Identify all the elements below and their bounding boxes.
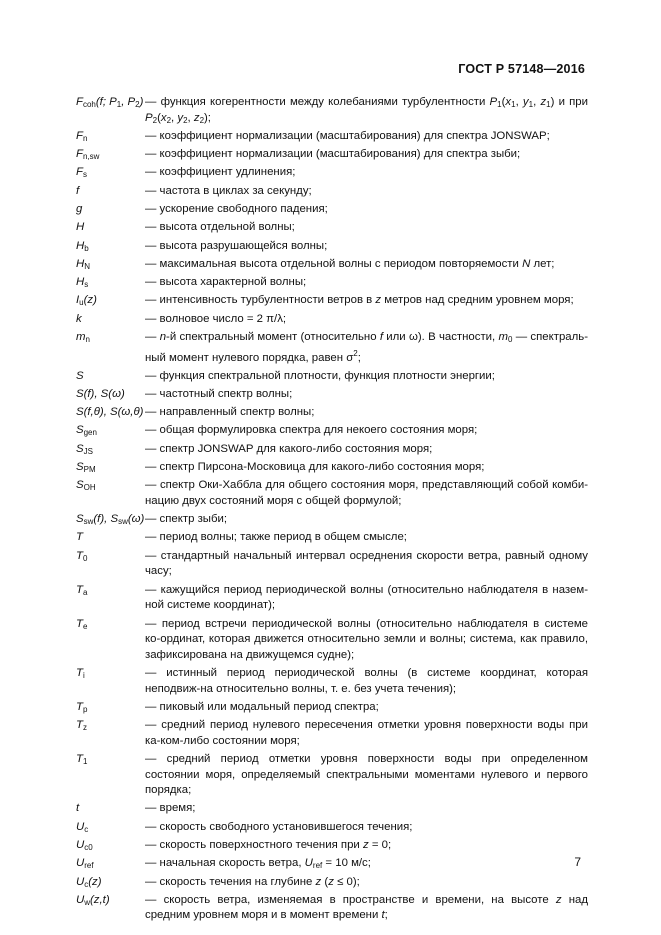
symbol: $I_u(z)$ bbox=[76, 294, 97, 308]
description: — спектр зыби; bbox=[145, 513, 228, 526]
description: — интенсивность турбулентности ветров в z метров над средним уровнем моря; bbox=[145, 294, 574, 307]
symbol: $T_i$ bbox=[76, 666, 85, 680]
symbol: $U_c(z)$ bbox=[76, 875, 102, 889]
definition-row bbox=[76, 220, 588, 236]
symbol: $U_{c0}$ bbox=[76, 839, 93, 853]
document-header: ГОСТ Р 57148—2016 bbox=[458, 62, 585, 76]
definition-row bbox=[76, 330, 588, 366]
description: — стандартный начальный интервал осреднения скорости ветра, равный одному часу; bbox=[145, 549, 588, 578]
description: — высота отдельной волны; bbox=[145, 221, 295, 234]
definition-row bbox=[76, 820, 588, 836]
description: — период встречи периодической волны (относительно наблюдателя в системе ко-ординат, которая движется относительно земли и волны; система, как правило, зафиксирована на движущемся судне); bbox=[145, 617, 588, 661]
symbol: $U_w(z,t)$ bbox=[76, 893, 110, 907]
page-number: 7 bbox=[574, 855, 581, 869]
definition-row bbox=[76, 387, 588, 403]
description: — высота характерной волны; bbox=[145, 276, 307, 289]
description: — скорость ветра, изменяемая в пространстве и времени, на высоте z над средним уровнем моря и в момент времени t; bbox=[145, 893, 588, 922]
symbol: $T_p$ bbox=[76, 700, 88, 714]
definition-row bbox=[76, 856, 588, 872]
definition-row bbox=[76, 312, 588, 328]
definition-row bbox=[76, 801, 588, 817]
symbol: T bbox=[76, 531, 83, 544]
description: — скорость течения на глубине z (z ≤ 0); bbox=[145, 875, 360, 888]
symbol: $H_N$ bbox=[76, 257, 91, 271]
description: — начальная скорость ветра, $U_{ref} = 10$ м/с; bbox=[145, 857, 371, 871]
description: — направленный спектр волны; bbox=[145, 406, 315, 419]
description: — пиковый или модальный период спектра; bbox=[145, 700, 379, 713]
symbol: $T_e$ bbox=[76, 617, 88, 631]
description: — коэффициент удлинения; bbox=[145, 166, 296, 179]
symbol: $F_n$ bbox=[76, 129, 88, 143]
definition-row bbox=[76, 95, 588, 126]
description: — период волны; также период в общем смысле; bbox=[145, 531, 407, 544]
symbol: $S_{PM}$ bbox=[76, 461, 96, 475]
description: — высота разрушающейся волны; bbox=[145, 239, 328, 252]
symbol: $U_c$ bbox=[76, 820, 89, 834]
description: — скорость поверхностного течения при z = 0; bbox=[145, 839, 392, 852]
definition-row bbox=[76, 369, 588, 385]
symbol: S(f), S(ω) bbox=[76, 387, 125, 400]
symbol: $U_{ref}$ bbox=[76, 857, 94, 871]
definition-row bbox=[76, 442, 588, 458]
description: — средний период нулевого пересечения отметки уровня поверхности воды при ка-ком-либо состоянии моря; bbox=[145, 719, 588, 747]
symbol: $T_a$ bbox=[76, 583, 88, 597]
description: — средний период отметки уровня поверхности воды при определенном состоянии моря, определяемый спектральными моментами нулевого и первого порядка; bbox=[145, 753, 588, 797]
description: — общая формулировка спектра для некоего состояния моря; bbox=[145, 424, 478, 437]
description: — волновое число = 2 π/λ; bbox=[145, 312, 287, 325]
symbol: $m_n$ bbox=[76, 330, 90, 344]
definition-row bbox=[76, 530, 588, 546]
definition-row bbox=[76, 405, 588, 421]
definition-row bbox=[76, 257, 588, 273]
description: — ускорение свободного падения; bbox=[145, 203, 328, 215]
symbol: $T_1$ bbox=[76, 753, 88, 767]
definition-row bbox=[76, 202, 588, 218]
definitions-list bbox=[76, 95, 588, 927]
description: — спектр JONSWAP для какого-либо состояния моря; bbox=[145, 442, 433, 455]
definition-row bbox=[76, 752, 588, 799]
symbol: S(f,θ), S(ω,θ) bbox=[76, 406, 144, 419]
symbol: $T_z$ bbox=[76, 719, 87, 733]
definition-row bbox=[76, 875, 588, 891]
description: — частота в циклах за секунду; bbox=[145, 184, 312, 197]
description: — спектр Оки-Хаббла для общего состояния моря, представляющий собой комби-нацию двух состояний моря с общей формулой; bbox=[145, 479, 588, 507]
definition-row bbox=[76, 893, 588, 924]
definition-row bbox=[76, 838, 588, 854]
symbol: $F_{n,sw}$ bbox=[76, 148, 100, 162]
definition-row bbox=[76, 239, 588, 255]
definition-row bbox=[76, 718, 588, 749]
definition-row bbox=[76, 666, 588, 697]
symbol: $H_s$ bbox=[76, 276, 89, 290]
definition-row bbox=[76, 478, 588, 509]
description: — спектр Пирсона-Московица для какого-либо состояния моря; bbox=[145, 461, 485, 474]
symbol: H bbox=[76, 221, 85, 234]
definition-row bbox=[76, 293, 588, 309]
symbol: $S_{sw}(f)$, $S_{sw}(\omega)$ bbox=[76, 513, 145, 527]
definition-row bbox=[76, 275, 588, 291]
description: — скорость свободного установившегося течения; bbox=[145, 820, 413, 833]
description: — максимальная высота отдельной волны с периодом повторяемости N лет; bbox=[145, 257, 555, 270]
description: — коэффициент нормализации (масштабирования) для спектра зыби; bbox=[145, 148, 521, 161]
symbol: $S_{OH}$ bbox=[76, 479, 96, 493]
symbol: g bbox=[76, 203, 83, 215]
symbol: $S_{JS}$ bbox=[76, 442, 93, 456]
description: — частотный спектр волны; bbox=[145, 387, 293, 400]
definition-row bbox=[76, 147, 588, 163]
symbol: t bbox=[76, 802, 80, 815]
description: — n-й спектральный момент (относительно f или ω). В частности, $m_0$ — спектраль-ный момент нулевого порядка, равен $\sigma^2$; bbox=[145, 330, 588, 364]
definition-row bbox=[76, 700, 588, 716]
symbol: $T_0$ bbox=[76, 549, 88, 563]
symbol: k bbox=[76, 312, 82, 325]
definition-row bbox=[76, 129, 588, 145]
definition-row bbox=[76, 460, 588, 476]
description: — функция спектральной плотности, функция плотности энергии; bbox=[145, 369, 495, 382]
description: — функция когерентности между колебаниями турбулентности $P_1(x_1$, $y_1$, $z_1$) и при $P_2(x_2$, $y_2$, $z_2$); bbox=[145, 96, 588, 125]
definition-row bbox=[76, 617, 588, 664]
symbol: f bbox=[76, 184, 80, 197]
definition-row bbox=[76, 165, 588, 181]
definition-row bbox=[76, 184, 588, 200]
symbol: $S_{gen}$ bbox=[76, 424, 97, 438]
symbol: $H_b$ bbox=[76, 239, 89, 253]
symbol: $F_s$ bbox=[76, 166, 87, 180]
definition-row bbox=[76, 423, 588, 439]
description: — истинный период периодической волны (в системе координат, которая неподвиж-на относительно волны, т. е. без учета течения); bbox=[145, 666, 588, 695]
description: — кажущийся период периодической волны (относительно наблюдателя в назем-ной системе координат); bbox=[145, 583, 588, 612]
symbol: $F_{coh}(f$; $P_1$, $P_2$) bbox=[76, 96, 144, 109]
definition-row bbox=[76, 549, 588, 580]
symbol: S bbox=[76, 369, 84, 382]
description: — время; bbox=[145, 802, 196, 815]
definition-row bbox=[76, 512, 588, 528]
definition-row bbox=[76, 583, 588, 614]
description: — коэффициент нормализации (масштабирования) для спектра JONSWAP; bbox=[145, 129, 550, 142]
